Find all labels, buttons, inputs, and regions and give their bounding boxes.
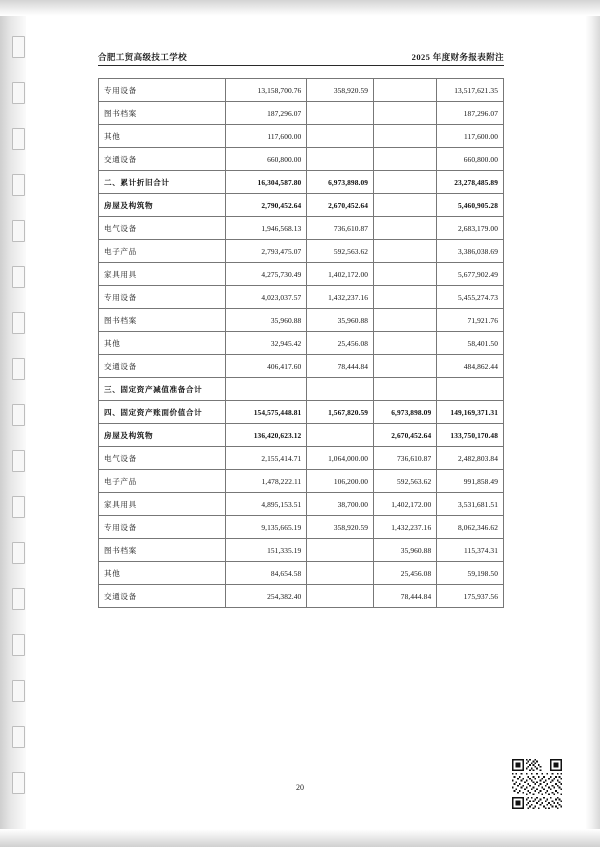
cell-closing-balance: 117,600.00 bbox=[437, 125, 504, 148]
row-label: 图书档案 bbox=[99, 539, 226, 562]
cell-increase: 592,563.62 bbox=[307, 240, 374, 263]
cell-increase: 25,456.08 bbox=[307, 332, 374, 355]
row-label: 专用设备 bbox=[99, 516, 226, 539]
cell-increase: 78,444.84 bbox=[307, 355, 374, 378]
cell-increase bbox=[307, 562, 374, 585]
cell-increase: 1,432,237.16 bbox=[307, 286, 374, 309]
cell-decrease bbox=[374, 125, 437, 148]
table-row bbox=[99, 447, 504, 470]
row-label: 交通设备 bbox=[99, 585, 226, 608]
row-label: 其他 bbox=[99, 125, 226, 148]
table-row bbox=[99, 309, 504, 332]
table-row bbox=[99, 217, 504, 240]
cell-increase bbox=[307, 539, 374, 562]
header-organization: 合肥工贸高级技工学校 bbox=[98, 52, 188, 62]
table-row bbox=[99, 148, 504, 171]
table-row bbox=[99, 194, 504, 217]
cell-decrease bbox=[374, 286, 437, 309]
cell-increase: 35,960.88 bbox=[307, 309, 374, 332]
cell-increase: 1,402,172.00 bbox=[307, 263, 374, 286]
row-label: 电气设备 bbox=[99, 217, 226, 240]
table-row bbox=[99, 516, 504, 539]
table-row bbox=[99, 355, 504, 378]
table-row bbox=[99, 562, 504, 585]
row-label: 房屋及构筑物 bbox=[99, 424, 226, 447]
cell-increase: 1,064,000.00 bbox=[307, 447, 374, 470]
cell-closing-balance: 58,401.50 bbox=[437, 332, 504, 355]
cell-decrease: 25,456.08 bbox=[374, 562, 437, 585]
table-row bbox=[99, 378, 504, 401]
cell-closing-balance: 5,677,902.49 bbox=[437, 263, 504, 286]
cell-increase: 736,610.87 bbox=[307, 217, 374, 240]
cell-opening-balance: 154,575,448.81 bbox=[226, 401, 307, 424]
row-label: 电子产品 bbox=[99, 470, 226, 493]
cell-decrease: 78,444.84 bbox=[374, 585, 437, 608]
cell-closing-balance: 2,482,803.84 bbox=[437, 447, 504, 470]
cell-decrease bbox=[374, 332, 437, 355]
cell-closing-balance: 23,278,485.89 bbox=[437, 171, 504, 194]
table-row bbox=[99, 332, 504, 355]
cell-decrease bbox=[374, 240, 437, 263]
row-label: 房屋及构筑物 bbox=[99, 194, 226, 217]
row-label: 家具用具 bbox=[99, 263, 226, 286]
cell-decrease: 1,432,237.16 bbox=[374, 516, 437, 539]
cell-closing-balance: 8,062,346.62 bbox=[437, 516, 504, 539]
table-row bbox=[99, 171, 504, 194]
cell-opening-balance: 2,790,452.64 bbox=[226, 194, 307, 217]
table-row bbox=[99, 240, 504, 263]
table-row bbox=[99, 470, 504, 493]
cell-decrease bbox=[374, 148, 437, 171]
cell-decrease: 736,610.87 bbox=[374, 447, 437, 470]
row-label: 三、固定资产减值准备合计 bbox=[99, 378, 226, 401]
cell-opening-balance: 151,335.19 bbox=[226, 539, 307, 562]
cell-increase: 358,920.59 bbox=[307, 79, 374, 102]
row-label: 家具用具 bbox=[99, 493, 226, 516]
cell-decrease bbox=[374, 217, 437, 240]
cell-opening-balance: 4,023,037.57 bbox=[226, 286, 307, 309]
cell-increase: 38,700.00 bbox=[307, 493, 374, 516]
row-label: 电气设备 bbox=[99, 447, 226, 470]
cell-closing-balance: 2,683,179.00 bbox=[437, 217, 504, 240]
cell-opening-balance: 4,895,153.51 bbox=[226, 493, 307, 516]
cell-decrease: 2,670,452.64 bbox=[374, 424, 437, 447]
cell-opening-balance: 84,654.58 bbox=[226, 562, 307, 585]
row-label: 专用设备 bbox=[99, 79, 226, 102]
cell-decrease bbox=[374, 309, 437, 332]
table-row bbox=[99, 424, 504, 447]
cell-increase bbox=[307, 585, 374, 608]
cell-increase: 1,567,820.59 bbox=[307, 401, 374, 424]
cell-closing-balance: 187,296.07 bbox=[437, 102, 504, 125]
cell-closing-balance: 5,460,905.28 bbox=[437, 194, 504, 217]
cell-closing-balance: 149,169,371.31 bbox=[437, 401, 504, 424]
cell-decrease bbox=[374, 102, 437, 125]
cell-opening-balance bbox=[226, 378, 307, 401]
cell-decrease: 6,973,898.09 bbox=[374, 401, 437, 424]
cell-increase: 106,200.00 bbox=[307, 470, 374, 493]
cell-closing-balance: 133,750,170.48 bbox=[437, 424, 504, 447]
cell-opening-balance: 16,304,587.80 bbox=[226, 171, 307, 194]
cell-decrease bbox=[374, 171, 437, 194]
cell-opening-balance: 32,945.42 bbox=[226, 332, 307, 355]
row-label: 电子产品 bbox=[99, 240, 226, 263]
table-body bbox=[99, 79, 504, 608]
cell-opening-balance: 13,158,700.76 bbox=[226, 79, 307, 102]
cell-increase: 2,670,452.64 bbox=[307, 194, 374, 217]
row-label: 交通设备 bbox=[99, 148, 226, 171]
row-label: 交通设备 bbox=[99, 355, 226, 378]
cell-opening-balance: 2,793,475.07 bbox=[226, 240, 307, 263]
table-row bbox=[99, 286, 504, 309]
cell-closing-balance: 484,862.44 bbox=[437, 355, 504, 378]
cell-increase bbox=[307, 148, 374, 171]
cell-increase bbox=[307, 424, 374, 447]
cell-decrease bbox=[374, 378, 437, 401]
cell-decrease bbox=[374, 263, 437, 286]
cell-decrease bbox=[374, 355, 437, 378]
cell-closing-balance: 175,937.56 bbox=[437, 585, 504, 608]
cell-closing-balance: 71,921.76 bbox=[437, 309, 504, 332]
cell-closing-balance: 5,455,274.73 bbox=[437, 286, 504, 309]
header-report-title: 2025 年度财务报表附注 bbox=[411, 52, 504, 62]
cell-decrease: 592,563.62 bbox=[374, 470, 437, 493]
cell-decrease: 1,402,172.00 bbox=[374, 493, 437, 516]
fixed-assets-table bbox=[98, 78, 504, 608]
cell-decrease bbox=[374, 79, 437, 102]
row-label: 图书档案 bbox=[99, 102, 226, 125]
page-number: 20 bbox=[296, 783, 304, 792]
cell-opening-balance: 1,478,222.11 bbox=[226, 470, 307, 493]
table-row bbox=[99, 125, 504, 148]
cell-closing-balance: 991,858.49 bbox=[437, 470, 504, 493]
cell-closing-balance: 3,531,681.51 bbox=[437, 493, 504, 516]
row-label: 专用设备 bbox=[99, 286, 226, 309]
table-row bbox=[99, 401, 504, 424]
cell-opening-balance: 406,417.60 bbox=[226, 355, 307, 378]
table-row bbox=[99, 102, 504, 125]
page-header bbox=[98, 51, 504, 66]
cell-closing-balance: 3,386,038.69 bbox=[437, 240, 504, 263]
cell-decrease: 35,960.88 bbox=[374, 539, 437, 562]
cell-closing-balance: 660,800.00 bbox=[437, 148, 504, 171]
cell-increase bbox=[307, 125, 374, 148]
cell-closing-balance: 13,517,621.35 bbox=[437, 79, 504, 102]
cell-increase: 6,973,898.09 bbox=[307, 171, 374, 194]
cell-increase: 358,920.59 bbox=[307, 516, 374, 539]
cell-opening-balance: 136,420,623.12 bbox=[226, 424, 307, 447]
cell-opening-balance: 117,600.00 bbox=[226, 125, 307, 148]
cell-opening-balance: 9,135,665.19 bbox=[226, 516, 307, 539]
cell-closing-balance: 115,374.31 bbox=[437, 539, 504, 562]
table-row bbox=[99, 539, 504, 562]
row-label: 其他 bbox=[99, 332, 226, 355]
cell-opening-balance: 35,960.88 bbox=[226, 309, 307, 332]
row-label: 其他 bbox=[99, 562, 226, 585]
cell-opening-balance: 1,946,568.13 bbox=[226, 217, 307, 240]
qr-code-svg bbox=[512, 759, 562, 809]
cell-closing-balance: 59,198.50 bbox=[437, 562, 504, 585]
table-row bbox=[99, 585, 504, 608]
cell-opening-balance: 254,382.40 bbox=[226, 585, 307, 608]
cell-opening-balance: 660,800.00 bbox=[226, 148, 307, 171]
qr-code-icon bbox=[510, 757, 568, 815]
table-row bbox=[99, 263, 504, 286]
table-row bbox=[99, 79, 504, 102]
cell-closing-balance bbox=[437, 378, 504, 401]
cell-decrease bbox=[374, 194, 437, 217]
row-label: 二、累计折旧合计 bbox=[99, 171, 226, 194]
row-label: 四、固定资产账面价值合计 bbox=[99, 401, 226, 424]
cell-opening-balance: 187,296.07 bbox=[226, 102, 307, 125]
table-row bbox=[99, 493, 504, 516]
row-label: 图书档案 bbox=[99, 309, 226, 332]
cell-opening-balance: 2,155,414.71 bbox=[226, 447, 307, 470]
cell-opening-balance: 4,275,730.49 bbox=[226, 263, 307, 286]
cell-increase bbox=[307, 378, 374, 401]
cell-increase bbox=[307, 102, 374, 125]
